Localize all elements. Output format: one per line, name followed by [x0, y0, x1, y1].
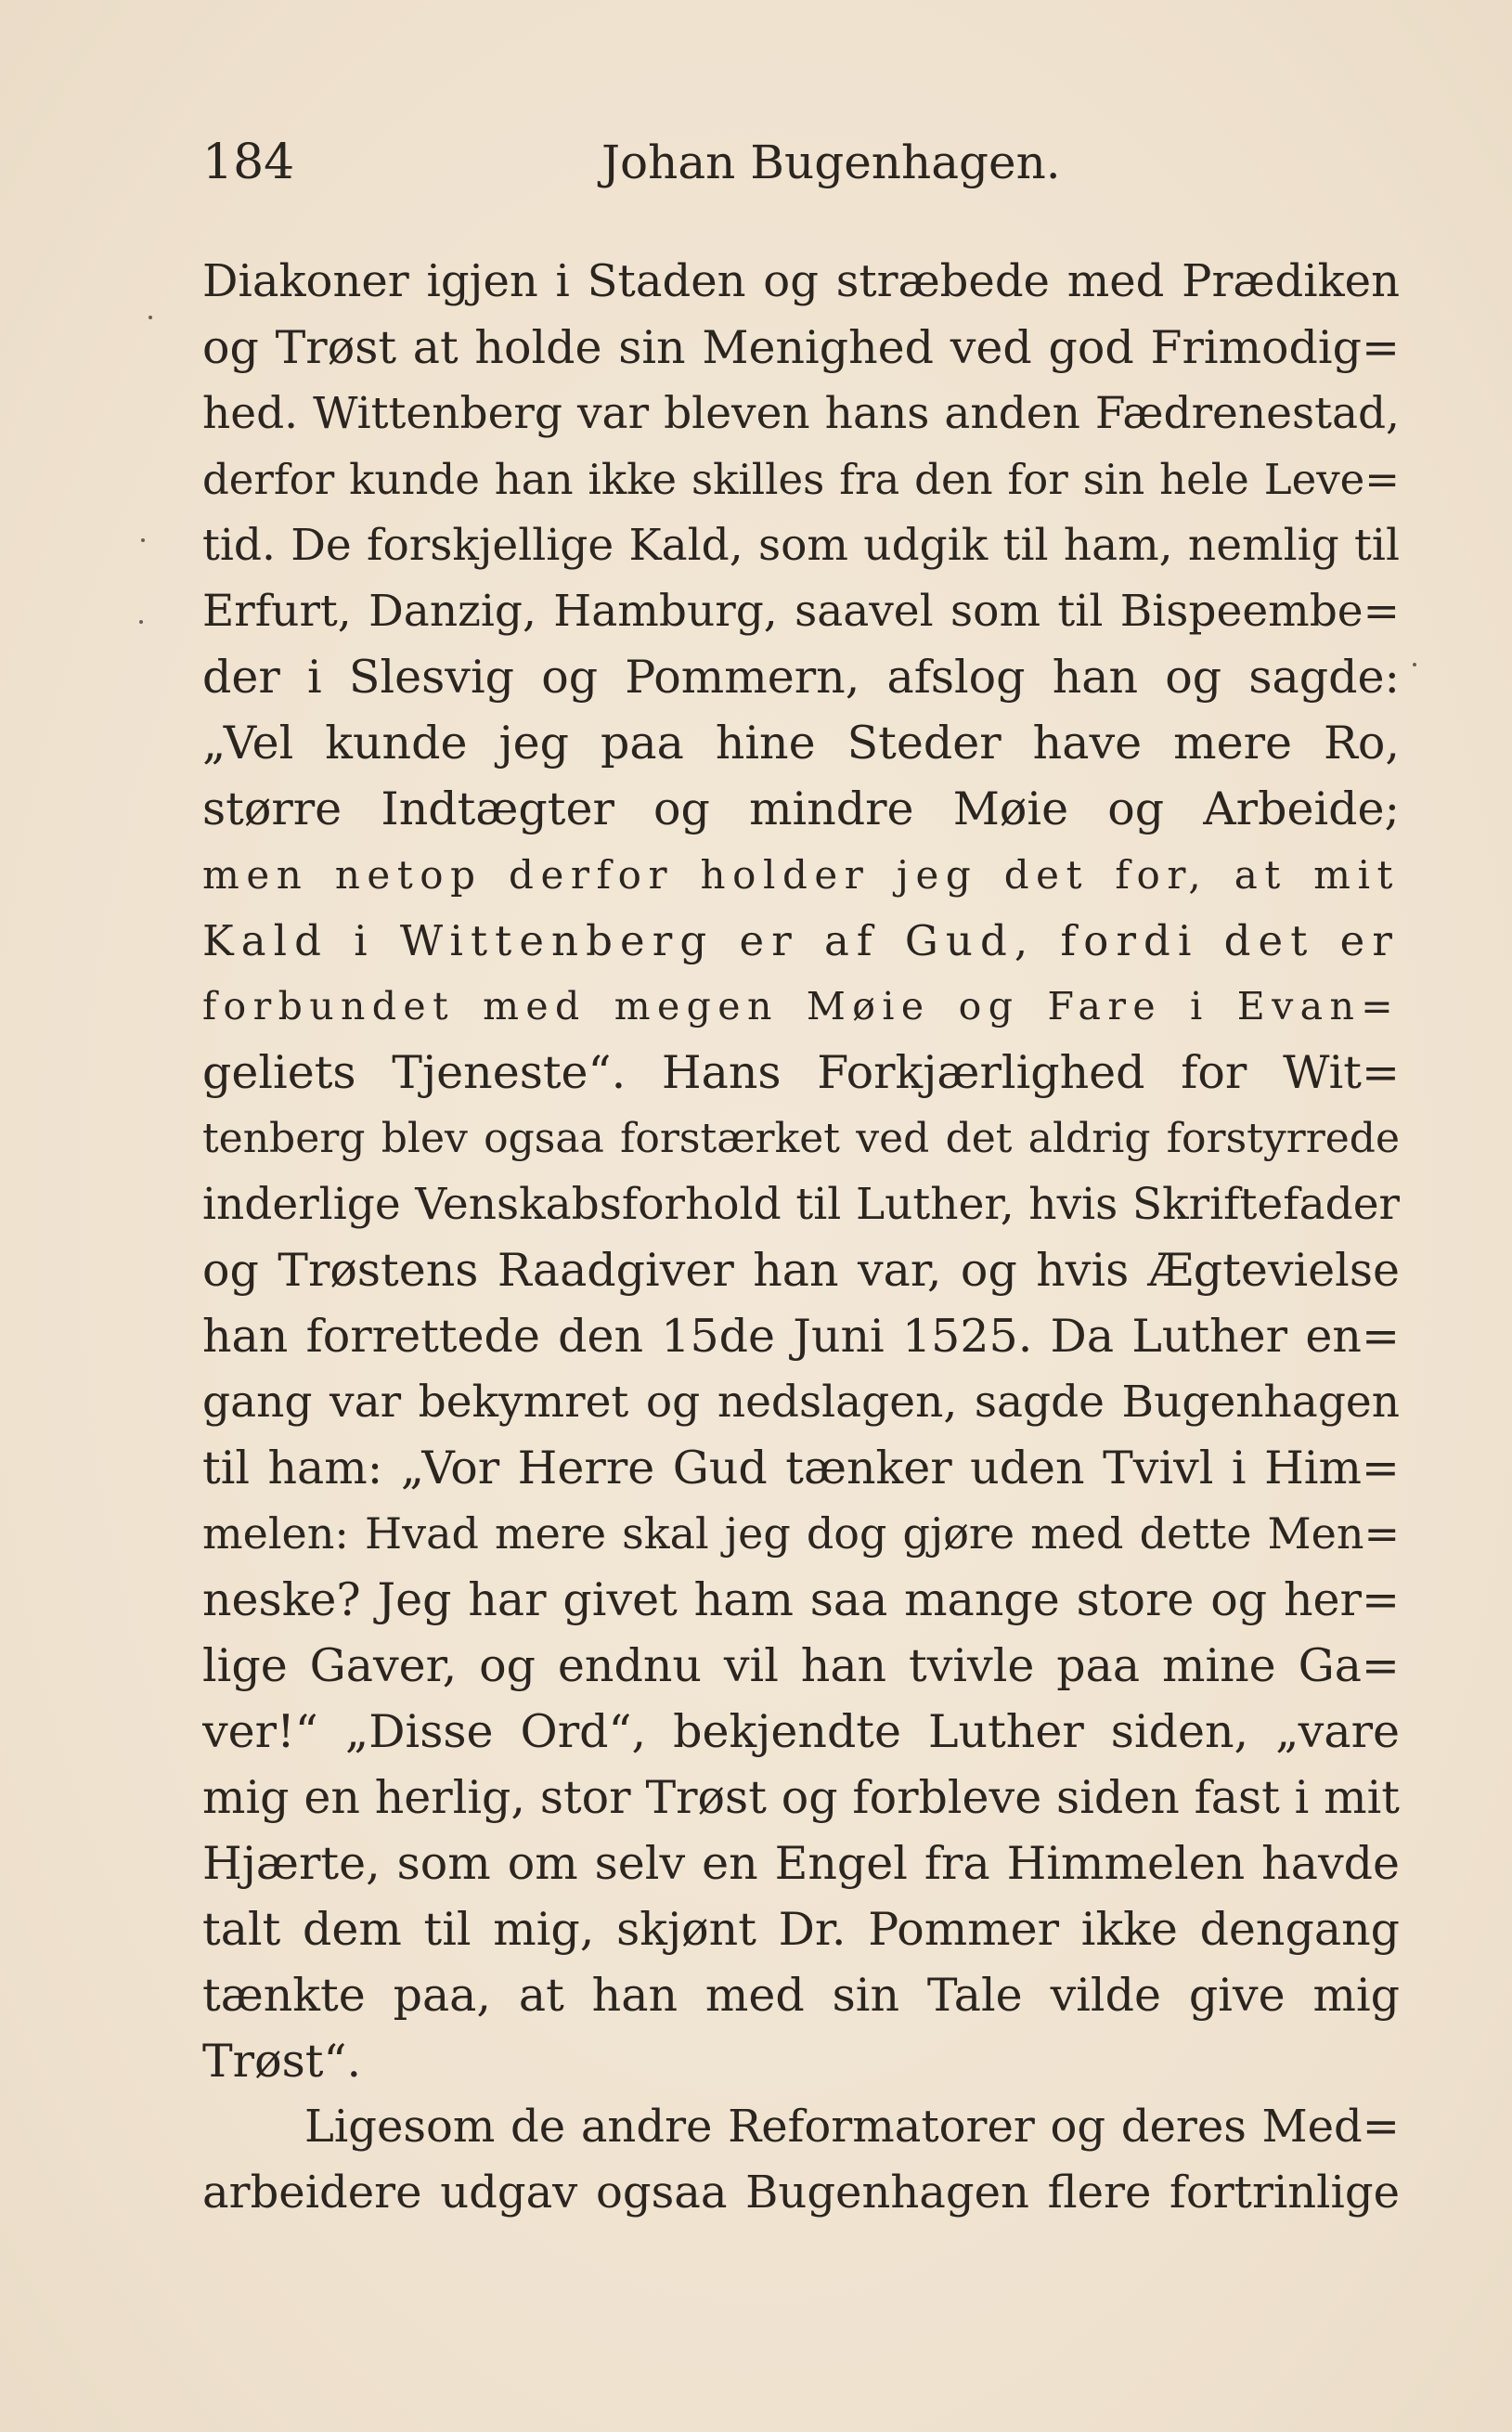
text-line: gang var bekymret og nedslagen, sagde Bugenhagen	[202, 1377, 1400, 1428]
text-line: geliets Tjeneste“. Hans Forkjærlighed for Wit=	[202, 1046, 1400, 1099]
text-line: og Trøst at holde sin Menighed ved god Frimodig=	[202, 321, 1400, 374]
text-line-spaced: forbundet med megen Møie og Fare i Evan=	[202, 984, 1400, 1028]
text-line: mig en herlig, stor Trøst og forbleve siden fast i mit	[202, 1771, 1400, 1824]
text-line: lige Gaver, og endnu vil han tvivle paa mine Ga=	[202, 1639, 1400, 1692]
text-line: arbeidere udgav ogsaa Bugenhagen flere fortrinlige	[202, 2167, 1400, 2219]
text-line: der i Slesvig og Pommern, afslog han og sagde:	[202, 651, 1400, 704]
text-line: „Vel kunde jeg paa hine Steder have mere Ro,	[202, 717, 1400, 770]
page-number: 184	[202, 135, 295, 190]
margin-speck	[149, 316, 152, 319]
page-header	[202, 130, 1400, 195]
text-line: talt dem til mig, skjønt Dr. Pommer ikke dengang	[202, 1903, 1400, 1956]
margin-speck	[139, 620, 143, 624]
text-line: derfor kunde han ikke skilles fra den for sin hele Leve=	[202, 455, 1400, 504]
text-line: inderlige Venskabsforhold til Luther, hvis Skriftefader	[202, 1179, 1400, 1230]
text-line: Hjærte, som om selv en Engel fra Himmelen havde	[202, 1837, 1400, 1890]
text-line: tid. De forskjellige Kald, som udgik til ham, nemlig til	[202, 520, 1400, 571]
margin-speck	[1413, 663, 1416, 666]
text-line: større Indtægter og mindre Møie og Arbeide;	[202, 783, 1400, 835]
margin-speck	[141, 538, 145, 542]
text-line: han forrettede den 15de Juni 1525. Da Luther en=	[202, 1310, 1400, 1363]
text-line: til ham: „Vor Herre Gud tænker uden Tvivl i Him=	[202, 1442, 1400, 1494]
text-line: tenberg blev ogsaa forstærket ved det aldrig forstyrrede	[202, 1115, 1400, 1162]
text-line: tænkte paa, at han med sin Tale vilde give mig	[202, 1969, 1400, 2022]
text-line: og Trøstens Raadgiver han var, og hvis Ægtevielse	[202, 1244, 1400, 1297]
running-title: Johan Bugenhagen.	[601, 136, 1061, 189]
text-line: Diakoner igjen i Staden og stræbede med Prædiken	[202, 255, 1400, 307]
text-line-spaced: Kald i Wittenberg er af Gud, fordi det er	[202, 916, 1400, 965]
text-line: hed. Wittenberg var bleven hans anden Fædrenestad,	[202, 388, 1400, 439]
text-line-spaced: men netop derfor holder jeg det for, at mit	[202, 852, 1400, 898]
text-line: melen: Hvad mere skal jeg dog gjøre med dette Men=	[202, 1508, 1400, 1559]
text-line: ver!“ „Disse Ord“, bekjendte Luther siden, „vare	[202, 1705, 1400, 1758]
text-line-paragraph-end: Trøst“.	[202, 2035, 362, 2088]
text-line-paragraph-start: Ligesom de andre Reformatorer og deres Med=	[304, 2101, 1400, 2153]
text-line: Erfurt, Danzig, Hamburg, saavel som til Bispeembe=	[202, 586, 1400, 637]
text-line: neske? Jeg har givet ham saa mange store og her=	[202, 1573, 1400, 1626]
body-text	[202, 249, 1400, 2226]
